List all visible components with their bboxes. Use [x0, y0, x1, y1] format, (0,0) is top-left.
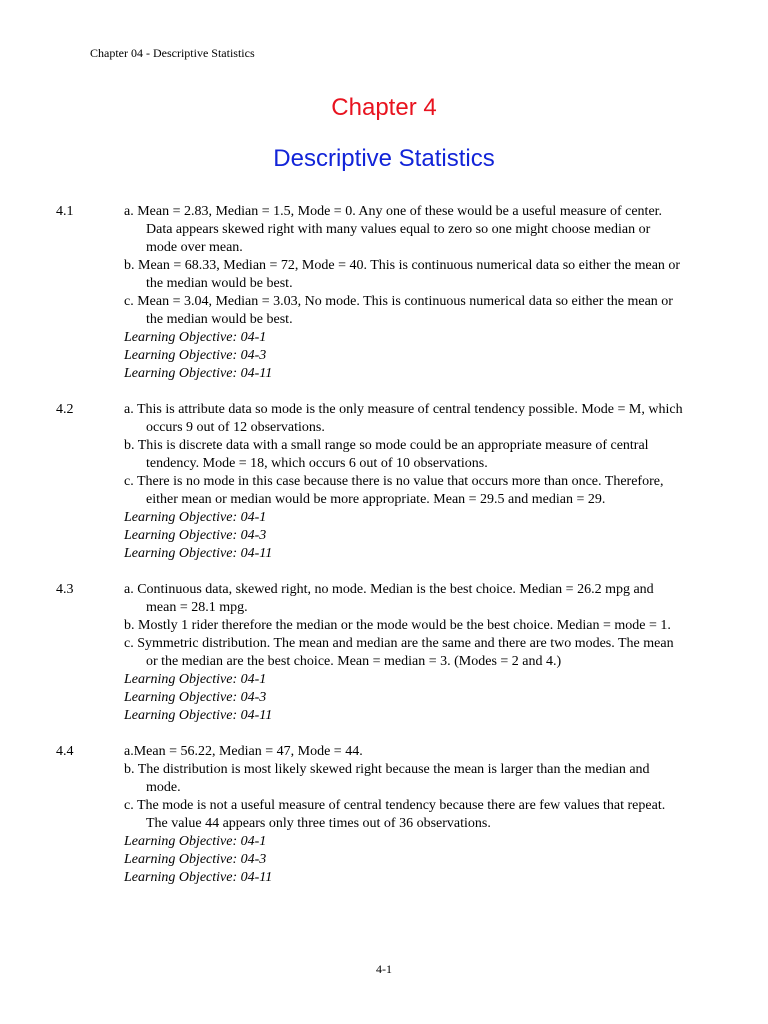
learning-objective: Learning Objective: 04-3 [124, 690, 267, 705]
answer-part-c: c. Mean = 3.04, Median = 3.03, No mode. This is continuous numerical data so either the mean or the median would be best. [124, 294, 673, 327]
answer-part-a: a. Continuous data, skewed right, no mode. Median is the best choice. Median = 26.2 mpg and mean = 28.1 mpg. [124, 582, 654, 615]
chapter-subtitle: Descriptive Statistics [273, 145, 495, 172]
answer-part-c: c. The mode is not a useful measure of central tendency because there are few values that repeat. The value 44 appears only three times out of 36 observations. [124, 798, 666, 831]
problem-list [56, 203, 696, 905]
answer-part-b: b. Mostly 1 rider therefore the median or the mode would be the best choice. Median = mode = 1. [124, 618, 671, 633]
learning-objective: Learning Objective: 04-3 [124, 348, 267, 363]
learning-objective: Learning Objective: 04-3 [124, 852, 267, 867]
answer-part-a: a. Mean = 2.83, Median = 1.5, Mode = 0. Any one of these would be a useful measure of center. Data appears skewed right with many values equal to zero so one might choose median or mode over mean. [124, 204, 663, 255]
learning-objective: Learning Objective: 04-11 [124, 708, 273, 723]
problem-number: 4.2 [56, 402, 74, 417]
answer-part-b: b. This is discrete data with a small range so mode could be an appropriate measure of central tendency. Mode = 18, which occurs 6 out of 10 observations. [124, 438, 649, 471]
problem-number: 4.4 [56, 744, 74, 759]
learning-objective: Learning Objective: 04-1 [124, 510, 267, 525]
page-number: 4-1 [376, 962, 392, 976]
problem-4-3 [56, 581, 696, 725]
learning-objective: Learning Objective: 04-3 [124, 528, 267, 543]
answer-part-b: b. Mean = 68.33, Median = 72, Mode = 40. This is continuous numerical data so either the mean or the median would be best. [124, 258, 681, 291]
problem-number: 4.1 [56, 204, 74, 219]
learning-objective: Learning Objective: 04-1 [124, 330, 267, 345]
problem-answers [124, 401, 684, 563]
problem-4-1 [56, 203, 696, 383]
answer-part-a: a. This is attribute data so mode is the only measure of central tendency possible. Mode = M, which occurs 9 out of 12 observations. [124, 402, 683, 435]
answer-part-a: a.Mean = 56.22, Median = 47, Mode = 44. [124, 744, 363, 759]
problem-answers [124, 581, 684, 725]
learning-objective: Learning Objective: 04-11 [124, 546, 273, 561]
problem-4-2 [56, 401, 696, 563]
answer-part-c: c. There is no mode in this case because there is no value that occurs more than once. Therefore, either mean or median would be more appropriate. Mean = 29.5 and median = 29. [124, 474, 664, 507]
running-header: Chapter 04 - Descriptive Statistics [90, 46, 255, 60]
problem-number: 4.3 [56, 582, 74, 597]
learning-objective: Learning Objective: 04-1 [124, 672, 267, 687]
answer-part-c: c. Symmetric distribution. The mean and median are the same and there are two modes. The mean or the median are the best choice. Mean = median = 3. (Modes = 2 and 4.) [124, 636, 674, 669]
learning-objective: Learning Objective: 04-11 [124, 870, 273, 885]
answer-part-b: b. The distribution is most likely skewed right because the mean is larger than the median and mode. [124, 762, 650, 795]
problem-answers [124, 203, 684, 383]
problem-4-4 [56, 743, 696, 887]
problem-answers [124, 743, 684, 887]
learning-objective: Learning Objective: 04-11 [124, 366, 273, 381]
learning-objective: Learning Objective: 04-1 [124, 834, 267, 849]
chapter-title: Chapter 4 [331, 94, 437, 121]
